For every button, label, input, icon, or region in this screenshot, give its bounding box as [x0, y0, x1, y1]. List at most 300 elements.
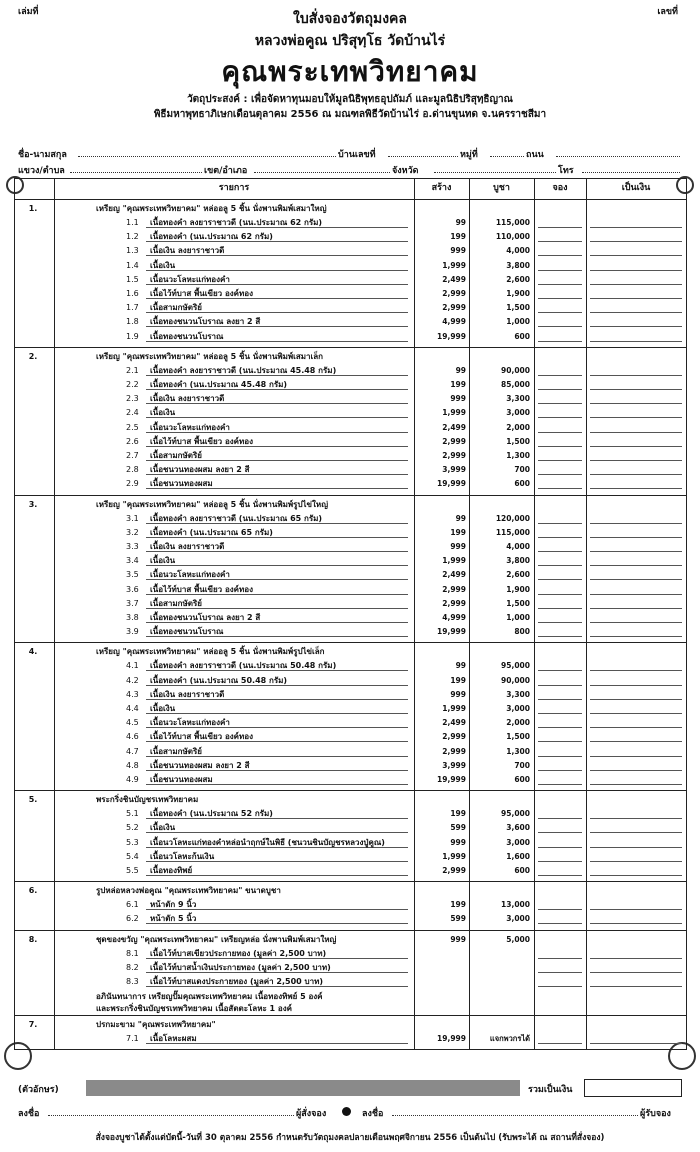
- reserve-field[interactable]: [538, 330, 582, 342]
- reserve-field[interactable]: [538, 773, 582, 785]
- receiver-sign-label: ลงชื่อ: [362, 1109, 384, 1119]
- amount-field[interactable]: [590, 259, 682, 271]
- table-row[interactable]: [14, 244, 686, 258]
- amount-field[interactable]: [590, 773, 682, 785]
- item-price: 120,000: [495, 513, 530, 523]
- item-number: 1.4: [126, 260, 139, 270]
- table-row[interactable]: [14, 597, 686, 611]
- item-name: เนื้อทองคำ (นน.ประมาณ 50.48 กรัม): [150, 675, 288, 685]
- reserve-field[interactable]: [538, 463, 582, 475]
- reserve-field[interactable]: [538, 512, 582, 524]
- item-create-qty: 2,499: [442, 570, 466, 580]
- amount-field[interactable]: [590, 730, 682, 742]
- table-row[interactable]: [14, 512, 686, 526]
- item-create-qty: 1,999: [442, 408, 466, 418]
- amount-field[interactable]: [590, 330, 682, 342]
- item-number: 3.7: [126, 598, 139, 608]
- orderer-sign-label: ลงชื่อ: [18, 1109, 40, 1119]
- table-row[interactable]: [14, 540, 686, 554]
- road-field[interactable]: [556, 147, 680, 157]
- amount-field[interactable]: [590, 836, 682, 848]
- item-name: เนื้อทองคำ (นน.ประมาณ 65 กรัม): [150, 527, 273, 537]
- reserve-field[interactable]: [538, 315, 582, 327]
- item-number: 8.2: [126, 962, 139, 972]
- reserve-field[interactable]: [538, 406, 582, 418]
- amount-field[interactable]: [590, 568, 682, 580]
- item-number: 4.9: [126, 775, 139, 784]
- item-create-qty: 2,499: [442, 274, 466, 284]
- item-name: เนื้อทองคำ ลงยาราชาวดี (นน.ประมาณ 45.48 กรัม): [150, 365, 337, 375]
- total-field[interactable]: [584, 1079, 682, 1097]
- item-number: 4.1: [126, 661, 139, 671]
- moo-field[interactable]: [490, 147, 524, 157]
- amount-words-field[interactable]: [86, 1080, 520, 1096]
- amount-field[interactable]: [590, 512, 682, 524]
- table-row[interactable]: [14, 773, 686, 787]
- reserve-field[interactable]: [538, 759, 582, 771]
- item-name: เนื้อสามกษัตริย์: [150, 303, 202, 313]
- subdistrict-label: แขวง/ตำบล: [18, 166, 65, 176]
- amount-field[interactable]: [590, 421, 682, 433]
- item-name: เนื้อทองคำ ลงยาราชาวดี (นน.ประมาณ 65 กรัม): [150, 513, 323, 523]
- reserve-field[interactable]: [538, 540, 582, 552]
- row-underline: [146, 406, 408, 418]
- item-number: 3.1: [126, 513, 139, 523]
- reserve-field[interactable]: [538, 244, 582, 256]
- table-row[interactable]: [14, 912, 686, 926]
- phone-field[interactable]: [582, 163, 680, 173]
- item-create-qty: 19,999: [437, 627, 466, 637]
- item-create-qty: 2,499: [442, 718, 466, 728]
- table-row[interactable]: [14, 759, 686, 773]
- amount-field[interactable]: [590, 759, 682, 771]
- item-create-qty: 99: [455, 218, 466, 227]
- table-row[interactable]: [14, 850, 686, 864]
- item-price: 4,000: [506, 542, 530, 551]
- item-create-qty: 199: [450, 809, 466, 819]
- table-row[interactable]: [14, 378, 686, 392]
- item-price: 800: [514, 627, 530, 637]
- table-row[interactable]: [14, 807, 686, 821]
- item-create-qty: 599: [450, 823, 466, 833]
- item-price: 1,000: [506, 317, 530, 327]
- item-create-qty: 3,999: [442, 760, 466, 770]
- amount-field[interactable]: [590, 449, 682, 461]
- order-table: [14, 178, 686, 1050]
- table-row[interactable]: [14, 864, 686, 878]
- item-price: 3,600: [506, 823, 530, 833]
- table-row[interactable]: [14, 947, 686, 961]
- orderer-sign-field[interactable]: [48, 1106, 294, 1116]
- table-row[interactable]: [14, 273, 686, 287]
- item-number: 4.6: [126, 732, 139, 742]
- reserve-field[interactable]: [538, 745, 582, 757]
- item-number: 4.2: [126, 675, 139, 685]
- amount-field[interactable]: [590, 864, 682, 876]
- item-create-qty: 999: [450, 246, 466, 256]
- amount-field[interactable]: [590, 850, 682, 862]
- reserve-field[interactable]: [538, 674, 582, 686]
- item-price: 1,900: [506, 289, 530, 298]
- table-row[interactable]: [14, 1032, 686, 1046]
- table-row[interactable]: [14, 259, 686, 273]
- item-create-qty: 4,999: [442, 317, 466, 327]
- col-reserve-header: จอง: [552, 183, 568, 193]
- amount-field[interactable]: [590, 1032, 682, 1044]
- amount-field[interactable]: [590, 745, 682, 757]
- amount-field[interactable]: [590, 961, 682, 973]
- reserve-field[interactable]: [538, 1032, 582, 1044]
- amount-field[interactable]: [590, 463, 682, 475]
- item-create-qty: 19,999: [437, 775, 466, 784]
- amount-field[interactable]: [590, 554, 682, 566]
- amount-field[interactable]: [590, 975, 682, 987]
- row-underline: [146, 821, 408, 833]
- reserve-field[interactable]: [538, 836, 582, 848]
- name-field[interactable]: [78, 147, 336, 157]
- group-number: 8.: [28, 934, 38, 944]
- item-name: เนื้อไว้ท์บาสแดงประกายทอง (มูลค่า 2,500 บาท): [150, 977, 324, 986]
- group-title: ปรกมะขาม "คุณพระเทพวิทยาคม": [96, 1020, 216, 1030]
- moo-label: หมู่ที่: [460, 150, 478, 160]
- table-row[interactable]: [14, 961, 686, 975]
- house-no-label: บ้านเลขที่: [338, 150, 376, 160]
- table-row[interactable]: [14, 216, 686, 230]
- item-number: 3.9: [126, 627, 139, 637]
- item-price: 95,000: [501, 809, 530, 819]
- item-number: 1.7: [126, 303, 139, 313]
- item-price: 4,000: [506, 246, 530, 256]
- table-row[interactable]: [14, 674, 686, 688]
- item-create-qty: 1,999: [442, 260, 466, 270]
- name-label: ชื่อ-นามสกุล: [18, 150, 67, 160]
- amount-field[interactable]: [590, 378, 682, 390]
- amount-field[interactable]: [590, 716, 682, 728]
- table-row[interactable]: [14, 821, 686, 835]
- group-title: เหรียญ "คุณพระเทพวิทยาคม" หล่ออลู 5 ชิ้น นั่งพานพิมพ์เสมาใหญ่: [96, 204, 327, 213]
- reserve-field[interactable]: [538, 526, 582, 538]
- amount-field[interactable]: [590, 947, 682, 959]
- reserve-field[interactable]: [538, 898, 582, 910]
- item-price: 3,300: [506, 394, 530, 404]
- item-price: 3,000: [506, 914, 530, 924]
- item-number: 1.5: [126, 274, 139, 284]
- item-price: 2,000: [506, 718, 530, 728]
- item-name: เนื้อทองคำ (นน.ประมาณ 62 กรัม): [150, 232, 273, 242]
- item-number: 3.8: [126, 613, 139, 622]
- item-create-qty: 2,999: [442, 598, 466, 608]
- table-row[interactable]: [14, 568, 686, 582]
- item-number: 3.6: [126, 584, 139, 594]
- amount-field[interactable]: [590, 287, 682, 299]
- group-title: ชุดของขวัญ "คุณพระเทพวิทยาคม" เหรียญหล่อ นั่งพานพิมพ์เสมาใหญ่: [96, 934, 337, 944]
- amount-field[interactable]: [590, 807, 682, 819]
- item-create-qty: 2,999: [442, 866, 466, 875]
- reserve-field[interactable]: [538, 947, 582, 959]
- item-name: เนื้อทองชนวนโบราณ: [150, 627, 224, 637]
- item-create-qty: 999: [450, 394, 466, 404]
- item-price: 3,000: [506, 408, 530, 418]
- item-name: เนื้อไว้ท์บาสน้ำเงินประกายทอง (มูลค่า 2,500 บาท): [150, 962, 331, 972]
- item-create-qty: 199: [450, 380, 466, 389]
- amount-field[interactable]: [590, 597, 682, 609]
- reserve-field[interactable]: [538, 730, 582, 742]
- group-number: 1.: [28, 204, 38, 213]
- item-create-qty: 2,999: [442, 584, 466, 594]
- item-name: เนื้อเงิน ลงยาราชาวดี: [150, 689, 225, 699]
- item-number: 3.5: [126, 570, 139, 580]
- item-name: หน้าตัก 5 นิ้ว: [150, 914, 197, 924]
- item-number: 2.6: [126, 436, 139, 446]
- reserve-field[interactable]: [538, 230, 582, 242]
- table-row[interactable]: [14, 526, 686, 540]
- item-price: 2,000: [506, 422, 530, 432]
- subdistrict-field[interactable]: [70, 163, 202, 173]
- amount-field[interactable]: [590, 435, 682, 447]
- table-row[interactable]: [14, 392, 686, 406]
- orderer-label: ผู้สั่งจอง: [296, 1109, 327, 1119]
- item-price: 700: [514, 465, 530, 475]
- col-items-header: รายการ: [218, 183, 250, 193]
- table-row[interactable]: [14, 477, 686, 491]
- province-field[interactable]: [434, 163, 556, 173]
- item-number: 1.2: [126, 232, 139, 242]
- group-number: 3.: [28, 499, 38, 509]
- table-row[interactable]: [14, 421, 686, 435]
- table-row[interactable]: [14, 449, 686, 463]
- table-row[interactable]: [14, 625, 686, 639]
- item-number: 2.9: [126, 479, 139, 489]
- table-row[interactable]: [14, 836, 686, 850]
- receiver-label: ผู้รับจอง: [640, 1109, 671, 1119]
- item-name: เนื้อสามกษัตริย์: [150, 746, 202, 756]
- amount-field[interactable]: [590, 674, 682, 686]
- reserve-field[interactable]: [538, 287, 582, 299]
- item-name: เนื้อเงิน ลงยาราชาวดี: [150, 542, 225, 551]
- amount-field[interactable]: [590, 230, 682, 242]
- table-row[interactable]: [14, 583, 686, 597]
- amount-field[interactable]: [590, 301, 682, 313]
- table-row[interactable]: [14, 287, 686, 301]
- total-label: รวมเป็นเงิน: [528, 1085, 573, 1095]
- table-row[interactable]: [14, 315, 686, 329]
- item-number: 4.7: [126, 746, 139, 756]
- reserve-field[interactable]: [538, 821, 582, 833]
- table-row[interactable]: [14, 975, 686, 989]
- group-price: 5,000: [506, 934, 530, 944]
- district-field[interactable]: [254, 163, 390, 173]
- table-row[interactable]: [14, 702, 686, 716]
- item-name: เนื้อสามกษัตริย์: [150, 598, 202, 608]
- book-number-label: เล่มที่: [18, 7, 39, 17]
- amount-field[interactable]: [590, 392, 682, 404]
- reserve-field[interactable]: [538, 392, 582, 404]
- reserve-field[interactable]: [538, 421, 582, 433]
- amount-field[interactable]: [590, 216, 682, 228]
- item-price: 600: [514, 866, 530, 875]
- item-name: เนื้อทองคำ ลงยาราชาวดี (นน.ประมาณ 50.48 กรัม): [150, 661, 337, 671]
- reserve-field[interactable]: [538, 659, 582, 671]
- amount-field[interactable]: [590, 702, 682, 714]
- row-underline: [146, 702, 408, 714]
- reserve-field[interactable]: [538, 259, 582, 271]
- item-create-qty: 999: [450, 542, 466, 551]
- item-create-qty: 199: [450, 900, 466, 910]
- item-price: 85,000: [501, 380, 530, 389]
- item-name: เนื้อเงิน ลงยาราชาวดี: [150, 246, 225, 256]
- item-price: 600: [514, 479, 530, 489]
- item-name: เนื้อเงิน: [150, 556, 176, 566]
- item-number: 4.5: [126, 718, 139, 728]
- item-number: 5.5: [126, 866, 139, 875]
- reserve-field[interactable]: [538, 975, 582, 987]
- amount-field[interactable]: [590, 315, 682, 327]
- amount-field[interactable]: [590, 583, 682, 595]
- table-row[interactable]: [14, 716, 686, 730]
- amount-field[interactable]: [590, 659, 682, 671]
- item-price: 110,000: [495, 232, 530, 242]
- table-row[interactable]: [14, 463, 686, 477]
- item-price: 1,000: [506, 613, 530, 622]
- group-number: 4.: [28, 647, 38, 657]
- table-row[interactable]: [14, 364, 686, 378]
- reserve-field[interactable]: [538, 912, 582, 924]
- house-no-field[interactable]: [388, 147, 458, 157]
- table-row[interactable]: [14, 659, 686, 673]
- reserve-field[interactable]: [538, 583, 582, 595]
- reserve-field[interactable]: [538, 716, 582, 728]
- item-name: เนื้อทองคำ (นน.ประมาณ 52 กรัม): [150, 809, 273, 819]
- item-number: 1.8: [126, 317, 139, 327]
- item-name: เนื้อทองชนวนโบราณ ลงยา 2 สี: [150, 613, 261, 622]
- reserve-field[interactable]: [538, 273, 582, 285]
- item-price: 1,300: [506, 746, 530, 756]
- item-create-qty: 1,999: [442, 851, 466, 861]
- reserve-field[interactable]: [538, 961, 582, 973]
- item-create-qty: 2,999: [442, 451, 466, 460]
- bonus-note: อภินันทนาการ เหรียญปั๊มคุณพระเทพวิทยาคม เนื้อทองทิพย์ 5 องค์: [96, 992, 323, 1002]
- item-number: 1.1: [126, 218, 139, 227]
- item-price: 3,800: [506, 260, 530, 270]
- reserve-field[interactable]: [538, 301, 582, 313]
- item-price: 2,600: [506, 274, 530, 284]
- item-create-qty: 2,499: [442, 422, 466, 432]
- purpose-text: วัตถุประสงค์ : เพื่อจัดหาทุนมอบให้มูลนิธิพุทธอุปถัมภ์ และมูลนิธิปริสุทฺธิญาณ: [187, 94, 513, 105]
- item-price: 1,900: [506, 584, 530, 594]
- item-number: 2.1: [126, 365, 139, 375]
- col-price-header: บูชา: [493, 183, 510, 193]
- amount-field[interactable]: [590, 477, 682, 489]
- item-name: เนื้อนวะโลหะแก่ทองคำ: [150, 274, 230, 284]
- group-title: เหรียญ "คุณพระเทพวิทยาคม" หล่ออลู 5 ชิ้น นั่งพานพิมพ์รูปไข่ใหญ่: [96, 499, 329, 509]
- amount-field[interactable]: [590, 912, 682, 924]
- reserve-field[interactable]: [538, 807, 582, 819]
- reserve-field[interactable]: [538, 364, 582, 376]
- item-number: 1.6: [126, 289, 139, 298]
- item-price: 700: [514, 760, 530, 770]
- item-number: 2.2: [126, 380, 139, 389]
- phone-label: โทร: [558, 166, 574, 176]
- receiver-sign-field[interactable]: [392, 1106, 638, 1116]
- amount-field[interactable]: [590, 688, 682, 700]
- item-name: เนื้อไว้ท์บาส พื้นเขียว องค์ทอง: [150, 436, 253, 446]
- table-row[interactable]: [14, 898, 686, 912]
- item-name: เนื้อเงิน: [150, 260, 176, 270]
- item-name: เนื้อทองชนวนโบราณ ลงยา 2 สี: [150, 317, 261, 327]
- item-price: 2,600: [506, 570, 530, 580]
- amount-field[interactable]: [590, 406, 682, 418]
- table-row[interactable]: [14, 406, 686, 420]
- table-row[interactable]: [14, 554, 686, 568]
- item-number: 7.1: [126, 1034, 139, 1044]
- table-row[interactable]: [14, 611, 686, 625]
- item-number: 2.8: [126, 465, 139, 475]
- reserve-field[interactable]: [538, 449, 582, 461]
- item-create-qty: 2,999: [442, 746, 466, 756]
- reserve-field[interactable]: [538, 702, 582, 714]
- reserve-field[interactable]: [538, 568, 582, 580]
- amount-field[interactable]: [590, 611, 682, 623]
- table-row[interactable]: [14, 730, 686, 744]
- item-name: เนื้อชนวนทองผสม ลงยา 2 สี: [150, 760, 250, 770]
- reserve-field[interactable]: [538, 625, 582, 637]
- item-create-qty: 1,999: [442, 556, 466, 566]
- item-create-qty: 99: [455, 661, 466, 671]
- reserve-field[interactable]: [538, 611, 582, 623]
- table-row[interactable]: [14, 330, 686, 344]
- amount-field[interactable]: [590, 540, 682, 552]
- reserve-field[interactable]: [538, 435, 582, 447]
- item-price: 90,000: [501, 675, 530, 685]
- item-number: 1.9: [126, 331, 139, 341]
- temple-title: หลวงพ่อคูณ ปริสุทฺโธ วัดบ้านไร่: [254, 33, 446, 49]
- table-row[interactable]: [14, 745, 686, 759]
- item-create-qty: 19,999: [437, 479, 466, 489]
- item-create-qty: 2,999: [442, 436, 466, 446]
- item-name: เนื้อนวโลหะแก่ทองคำหล่อนำฤกษ์ในพิธี (ชนวนชินบัญชรหลวงปู่คูณ): [150, 837, 385, 847]
- reserve-field[interactable]: [538, 688, 582, 700]
- amount-field[interactable]: [590, 898, 682, 910]
- item-number: 2.4: [126, 408, 139, 418]
- item-number: 5.1: [126, 809, 139, 819]
- table-row[interactable]: [14, 435, 686, 449]
- item-price: 90,000: [501, 365, 530, 375]
- amount-field[interactable]: [590, 244, 682, 256]
- amount-field[interactable]: [590, 821, 682, 833]
- item-number: 4.8: [126, 760, 139, 770]
- amount-field[interactable]: [590, 526, 682, 538]
- reserve-field[interactable]: [538, 850, 582, 862]
- item-name: เนื้อไว้ท์บาส พื้นเขียว องค์ทอง: [150, 732, 253, 742]
- item-number: 5.3: [126, 837, 139, 847]
- reserve-field[interactable]: [538, 864, 582, 876]
- reserve-field[interactable]: [538, 378, 582, 390]
- amount-field[interactable]: [590, 625, 682, 637]
- reserve-field[interactable]: [538, 477, 582, 489]
- reserve-field[interactable]: [538, 597, 582, 609]
- table-row[interactable]: [14, 230, 686, 244]
- reserve-field[interactable]: [538, 554, 582, 566]
- reserve-field[interactable]: [538, 216, 582, 228]
- table-row[interactable]: [14, 688, 686, 702]
- item-name: เนื้อไว้ท์บาส พื้นเขียว องค์ทอง: [150, 289, 253, 298]
- group-create-qty: 999: [450, 934, 466, 944]
- item-price: 1,600: [506, 851, 530, 861]
- amount-field[interactable]: [590, 364, 682, 376]
- table-row[interactable]: [14, 301, 686, 315]
- item-name: เนื้อนวะโลหะแก่ทองคำ: [150, 422, 230, 432]
- amount-field[interactable]: [590, 273, 682, 285]
